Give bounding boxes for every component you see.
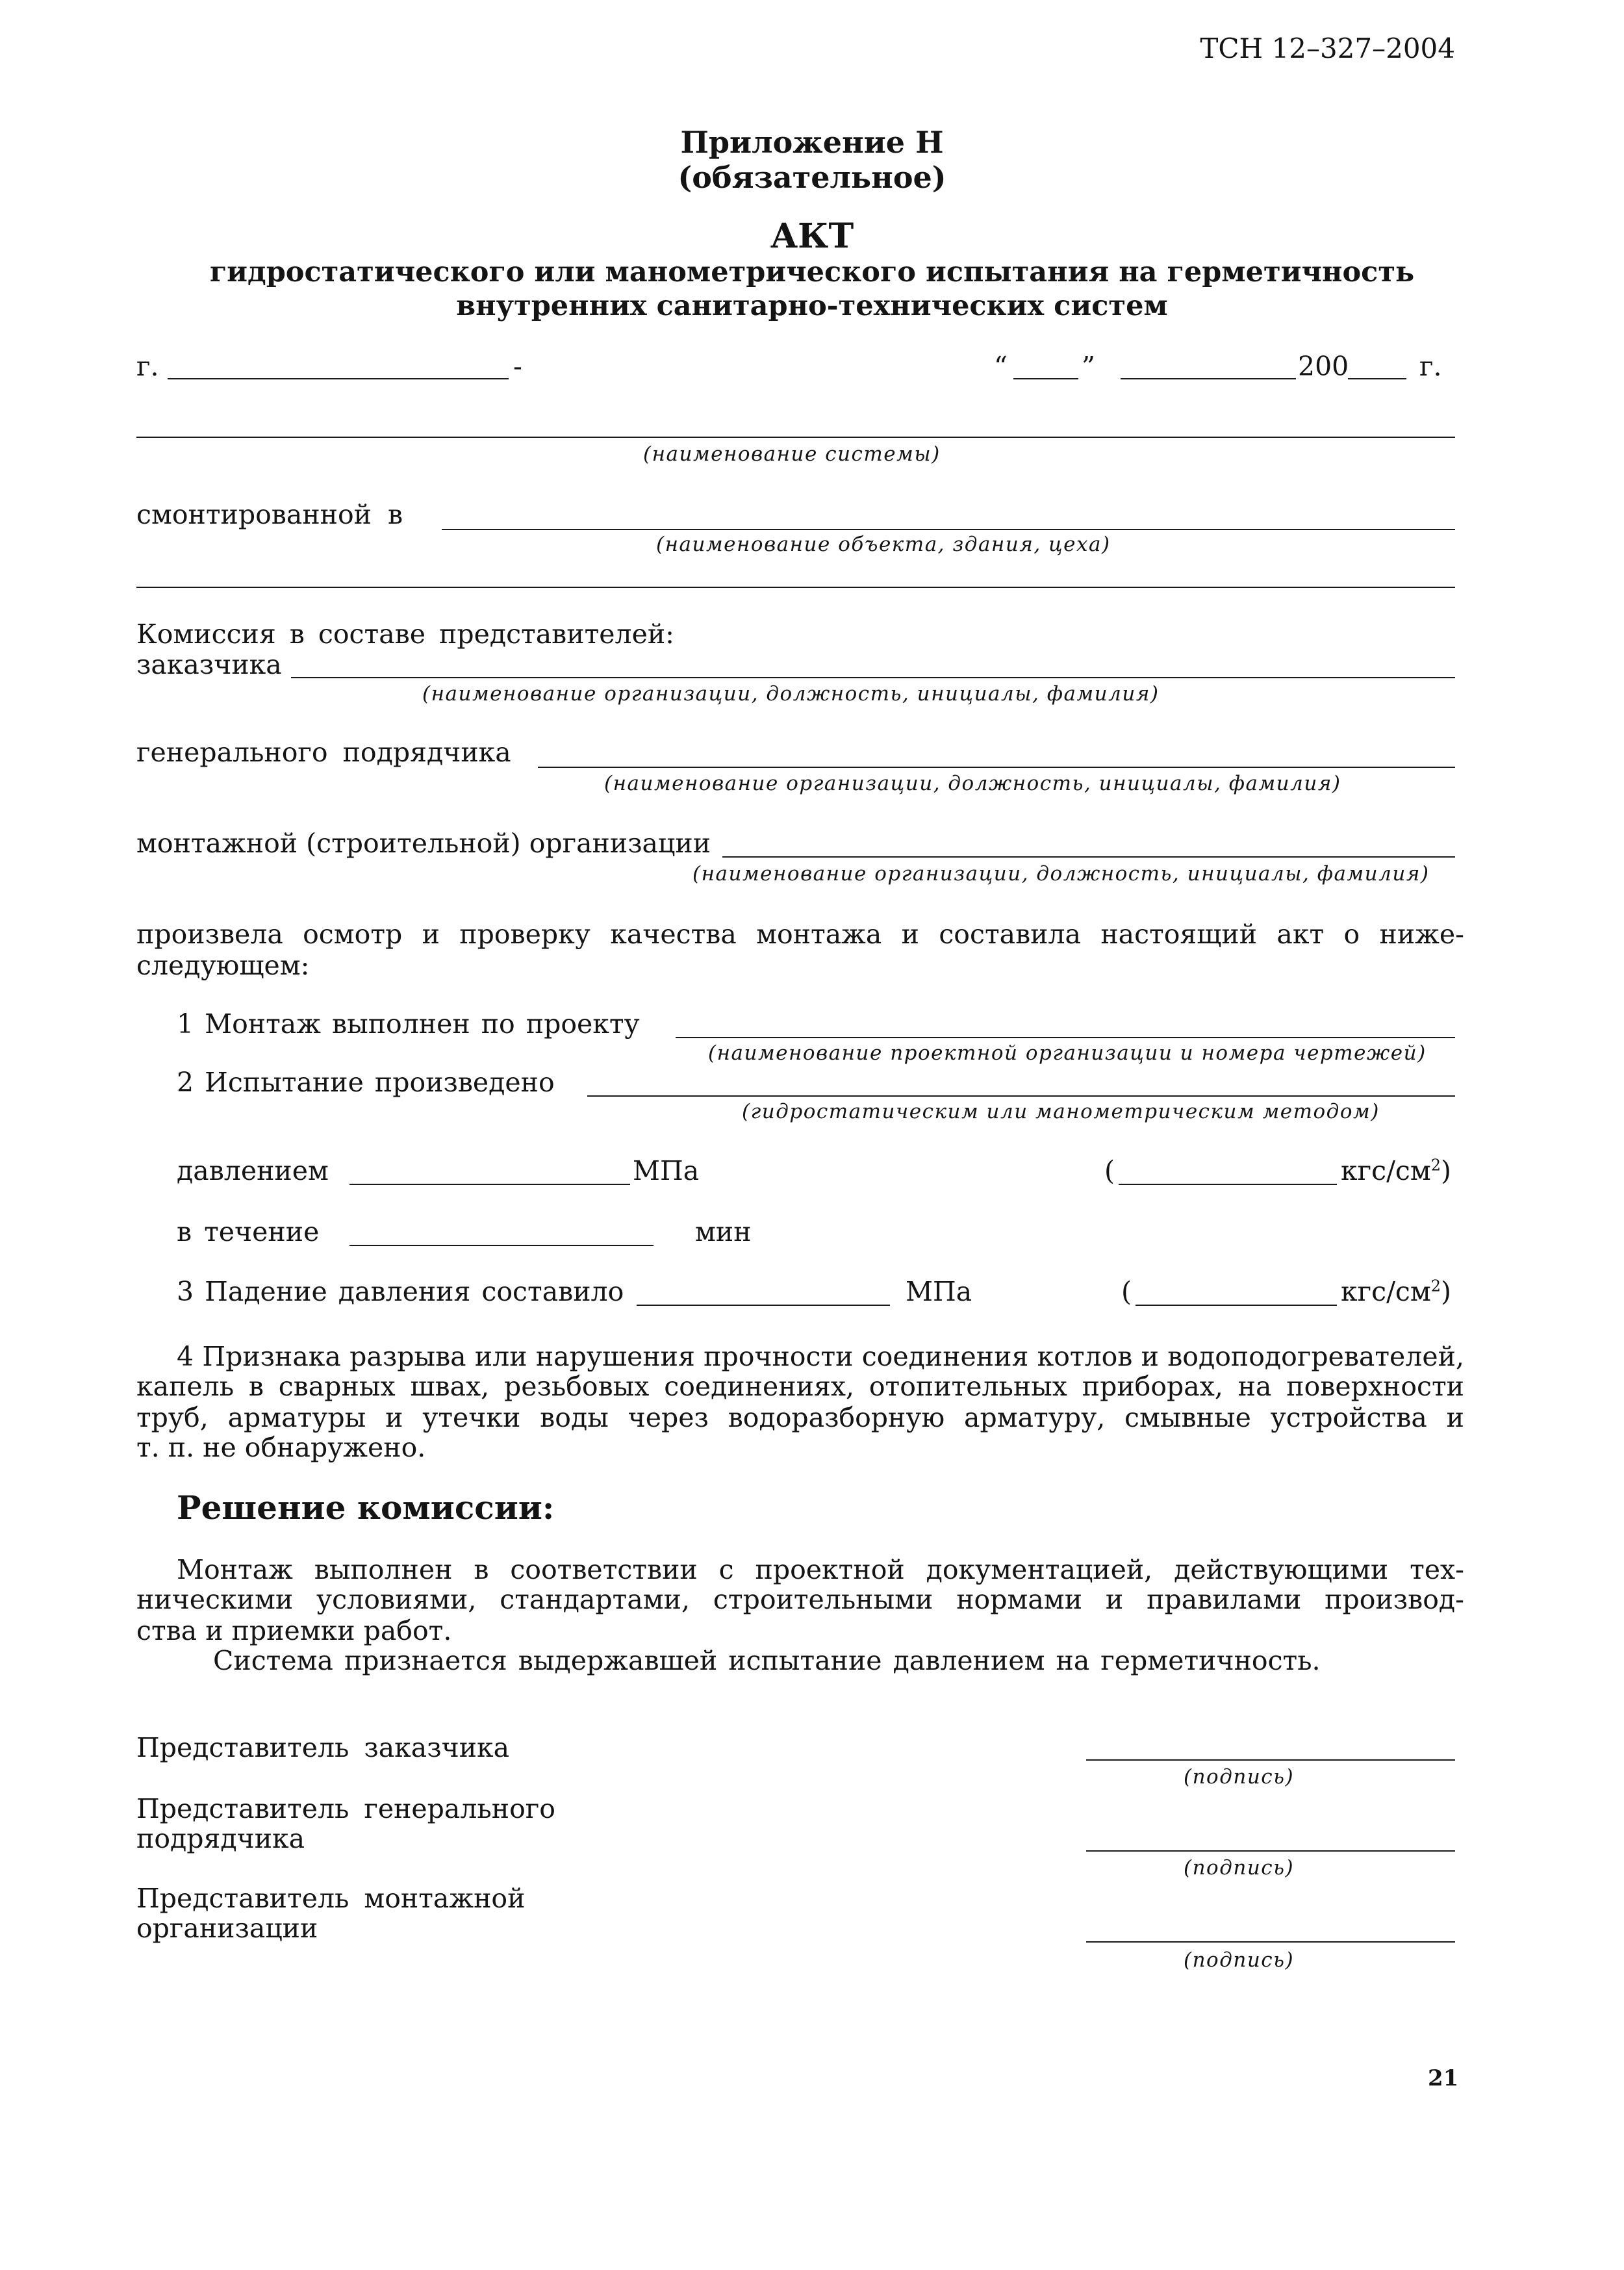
decision-para-line-3: ства и приемки работ. — [136, 1615, 452, 1646]
pressure-drop-mpa-field-line[interactable] — [637, 1305, 890, 1306]
general-contractor-caption: (наименование организации, должность, инициалы, фамилия) — [604, 772, 1341, 795]
rep-install-label-2: организации — [136, 1913, 318, 1944]
pressure-drop-kgf-unit — [1341, 1276, 1452, 1307]
installation-org-field-line[interactable] — [722, 856, 1455, 858]
statement-line-2: следующем: — [136, 950, 310, 981]
quote-close: ” — [1082, 351, 1095, 382]
signature-line-customer[interactable] — [1086, 1759, 1455, 1761]
appendix-subtitle: (обязательное) — [678, 160, 946, 195]
signature-caption-general: (подпись) — [1184, 1856, 1295, 1880]
quote-open: “ — [994, 351, 1008, 382]
pressure-paren-close: ) — [1441, 1155, 1452, 1186]
year-suffix: г. — [1419, 351, 1442, 382]
item-1-label: 1 Монтаж выполнен по проекту — [177, 1008, 640, 1039]
pressure-drop-mpa-unit: МПа — [906, 1276, 972, 1307]
rep-install-label-1: Представитель монтажной — [136, 1883, 526, 1914]
duration-label: в течение — [177, 1216, 320, 1247]
pressure-kgf-unit — [1341, 1155, 1452, 1186]
month-field-line[interactable] — [1121, 378, 1296, 379]
installation-org-label: монтажной (строительной) организации — [136, 828, 711, 859]
year-field-line[interactable] — [1348, 378, 1406, 379]
system-name-caption: (наименование системы) — [643, 442, 941, 466]
installation-org-caption: (наименование организации, должность, инициалы, фамилия) — [692, 862, 1430, 886]
project-field-line[interactable] — [676, 1037, 1455, 1038]
pressure-kgf-unit-text: кгс/см — [1341, 1155, 1431, 1186]
city-field-line[interactable] — [168, 378, 509, 379]
customer-label: заказчика — [136, 649, 282, 680]
mounted-in-label: смонтированной в — [136, 499, 403, 530]
rep-general-label-1: Представитель генерального — [136, 1793, 555, 1824]
decision-heading: Решение комиссии: — [177, 1488, 555, 1527]
act-title: АКТ — [770, 216, 854, 256]
commission-label: Комиссия в составе представителей: — [136, 619, 674, 650]
object-name-line-2[interactable] — [136, 587, 1455, 588]
item-4-line-1: 4 Признака разрыва или нарушения прочности соединения котлов и водоподогревателей, — [177, 1341, 1464, 1372]
day-field-line[interactable] — [1013, 378, 1078, 379]
object-name-line[interactable] — [442, 529, 1455, 530]
pressure-drop-kgf-exponent: 2 — [1430, 1277, 1441, 1295]
general-contractor-label: генерального подрядчика — [136, 737, 511, 768]
item-4-line-4: т. п. не обнаружено. — [136, 1432, 426, 1463]
decision-para-2: Система признается выдержавшей испытание давлением на герметичность. — [213, 1645, 1321, 1676]
item-4-line-3: труб, арматуры и утечки воды через водоразборную арматуру, смывные устройства и — [136, 1402, 1464, 1433]
pressure-mpa-field-line[interactable] — [349, 1184, 630, 1185]
system-name-line[interactable] — [136, 437, 1455, 438]
pressure-label: давлением — [177, 1155, 329, 1186]
customer-caption: (наименование организации, должность, инициалы, фамилия) — [422, 682, 1160, 706]
item-3-label: 3 Падение давления составило — [177, 1276, 624, 1307]
pressure-paren-open: ( — [1104, 1155, 1115, 1186]
city-prefix: г. — [136, 351, 159, 382]
pressure-mpa-unit: МПа — [633, 1155, 700, 1186]
statement-line-1: произвела осмотр и проверку качества монтажа и составила настоящий акт о ниже- — [136, 919, 1464, 950]
decision-para-line-1: Монтаж выполнен в соответствии с проектной документацией, действующими тех- — [177, 1554, 1464, 1585]
decision-para-line-2: ническими условиями, стандартами, строительными нормами и правилами производ- — [136, 1584, 1464, 1615]
customer-field-line[interactable] — [291, 677, 1455, 678]
pressure-kgf-exponent: 2 — [1430, 1156, 1441, 1175]
page-number: 21 — [1428, 2065, 1459, 2091]
city-dash: - — [513, 351, 522, 382]
pressure-drop-kgf-field-line[interactable] — [1136, 1305, 1337, 1306]
pressure-drop-paren-close: ) — [1441, 1276, 1452, 1307]
signature-line-install[interactable] — [1086, 1941, 1455, 1943]
signature-caption-install: (подпись) — [1184, 1948, 1295, 1972]
test-method-field-line[interactable] — [587, 1095, 1455, 1097]
appendix-title: Приложение Н — [680, 125, 944, 160]
object-name-caption: (наименование объекта, здания, цеха) — [656, 533, 1111, 556]
duration-unit: мин — [695, 1216, 752, 1247]
year-prefix: 200 — [1298, 351, 1349, 382]
pressure-drop-kgf-unit-text: кгс/см — [1341, 1276, 1431, 1307]
doc-code: ТСН 12–327–2004 — [1200, 32, 1455, 64]
pressure-kgf-field-line[interactable] — [1119, 1184, 1337, 1185]
rep-customer-label: Представитель заказчика — [136, 1732, 510, 1763]
act-subtitle-2: внутренних санитарно-технических систем — [456, 290, 1168, 322]
project-caption: (наименование проектной организации и номера чертежей) — [708, 1041, 1427, 1065]
item-2-label: 2 Испытание произведено — [177, 1067, 555, 1098]
general-contractor-field-line[interactable] — [538, 767, 1455, 768]
test-method-caption: (гидростатическим или манометрическим методом) — [742, 1100, 1380, 1123]
rep-general-label-2: подрядчика — [136, 1823, 305, 1854]
pressure-drop-paren-open: ( — [1121, 1276, 1132, 1307]
act-subtitle-1: гидростатического или манометрического испытания на герметичность — [209, 256, 1415, 288]
item-4-line-2: капель в сварных швах, резьбовых соединениях, отопительных приборах, на поверхности — [136, 1371, 1464, 1402]
duration-field-line[interactable] — [349, 1245, 653, 1246]
signature-caption-customer: (подпись) — [1184, 1765, 1295, 1789]
signature-line-general[interactable] — [1086, 1850, 1455, 1852]
